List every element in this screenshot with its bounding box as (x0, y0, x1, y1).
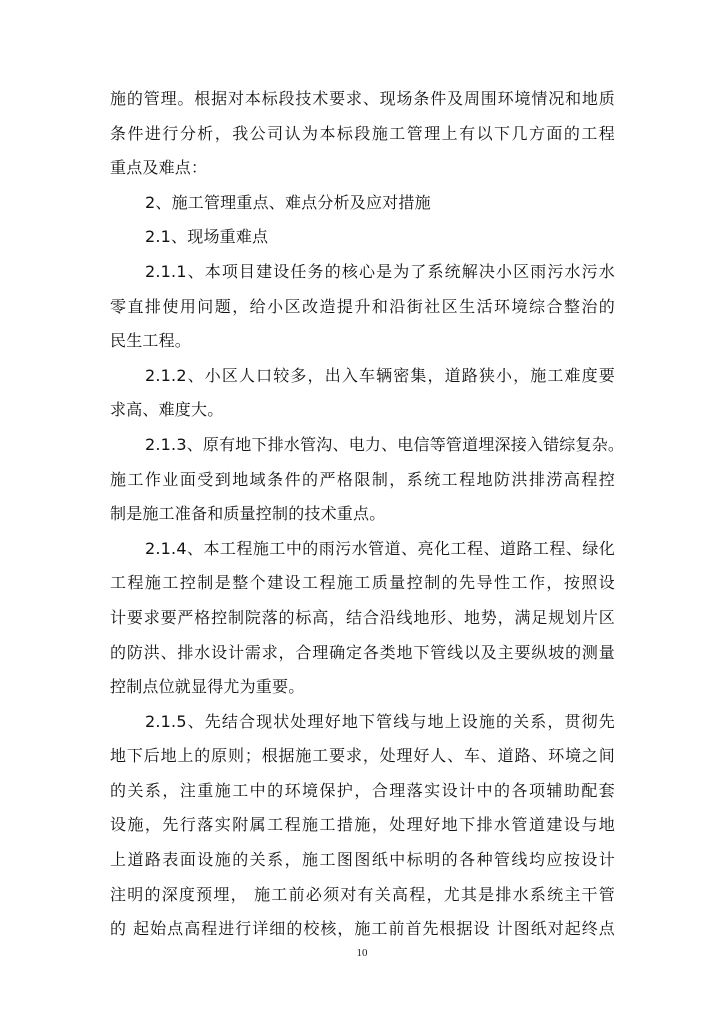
text-line: 控制点位就显得尤为重要。 (110, 677, 305, 697)
text-line: 2.1.4、本工程施工中的雨污水管道、亮化工程、道路工程、绿化 (145, 538, 615, 558)
body-text (110, 82, 625, 947)
text-line: 2.1.1、本项目建设任务的核心是为了系统解决小区雨污水污水 (145, 261, 615, 281)
text-line: 民生工程。 (110, 331, 192, 351)
text-line: 求高、难度大。 (110, 400, 224, 420)
text-line: 注明的深度预埋， 施工前必须对有关高程，尤其是排水系统主干管 (110, 884, 615, 904)
text-line: 施的管理。根据对本标段技术要求、现场条件及周围环境情况和地质 (110, 89, 615, 108)
text-line: 的关系，注重施工中的环境保护，合理落实设计中的各项辅助配套 (110, 780, 615, 800)
text-line: 2.1.2、小区人口较多，出入车辆密集，道路狭小，施工难度要 (145, 365, 615, 385)
text-line: 2.1.3、原有地下排水管沟、电力、电信等管道埋深接入错综复杂。 (145, 434, 625, 454)
text-line: 2.1.5、先结合现状处理好地下管线与地上设施的关系，贯彻先 (145, 711, 615, 731)
subsection-heading: 2.1、现场重难点 (145, 227, 269, 247)
text-line: 设施，先行落实附属工程施工措施，处理好地下排水管道建设与地 (110, 815, 615, 835)
page-number: 10 (356, 947, 368, 959)
text-line: 工程施工控制是整个建设工程施工质量控制的先导性工作，按照设 (110, 573, 615, 593)
text-line: 的防洪、排水设计需求，合理确定各类地下管线以及主要纵坡的测量 (110, 642, 615, 662)
text-line: 制是施工准备和质量控制的技术重点。 (110, 504, 386, 524)
text-line: 施工作业面受到地域条件的严格限制，系统工程地防洪排涝高程控 (110, 469, 615, 489)
text-line: 地下后地上的原则；根据施工要求，处理好人、车、道路、环境之间 (110, 746, 615, 766)
text-line: 重点及难点： (110, 158, 208, 178)
text-line: 计要求要严格控制院落的标高，结合沿线地形、地势，满足规划片区 (110, 607, 615, 627)
text-line: 上道路表面设施的关系，施工图图纸中标明的各种管线均应按设计 (110, 850, 615, 870)
text-line: 零直排使用问题，给小区改造提升和沿街社区生活环境综合整治的 (110, 296, 615, 316)
text-line: 条件进行分析，我公司认为本标段施工管理上有以下几方面的工程 (110, 123, 615, 143)
text-line: 的 起始点高程进行详细的校核，施工前首先根据设 计图纸对起终点 (110, 919, 615, 939)
section-heading: 2、施工管理重点、难点分析及应对措施 (145, 192, 431, 212)
